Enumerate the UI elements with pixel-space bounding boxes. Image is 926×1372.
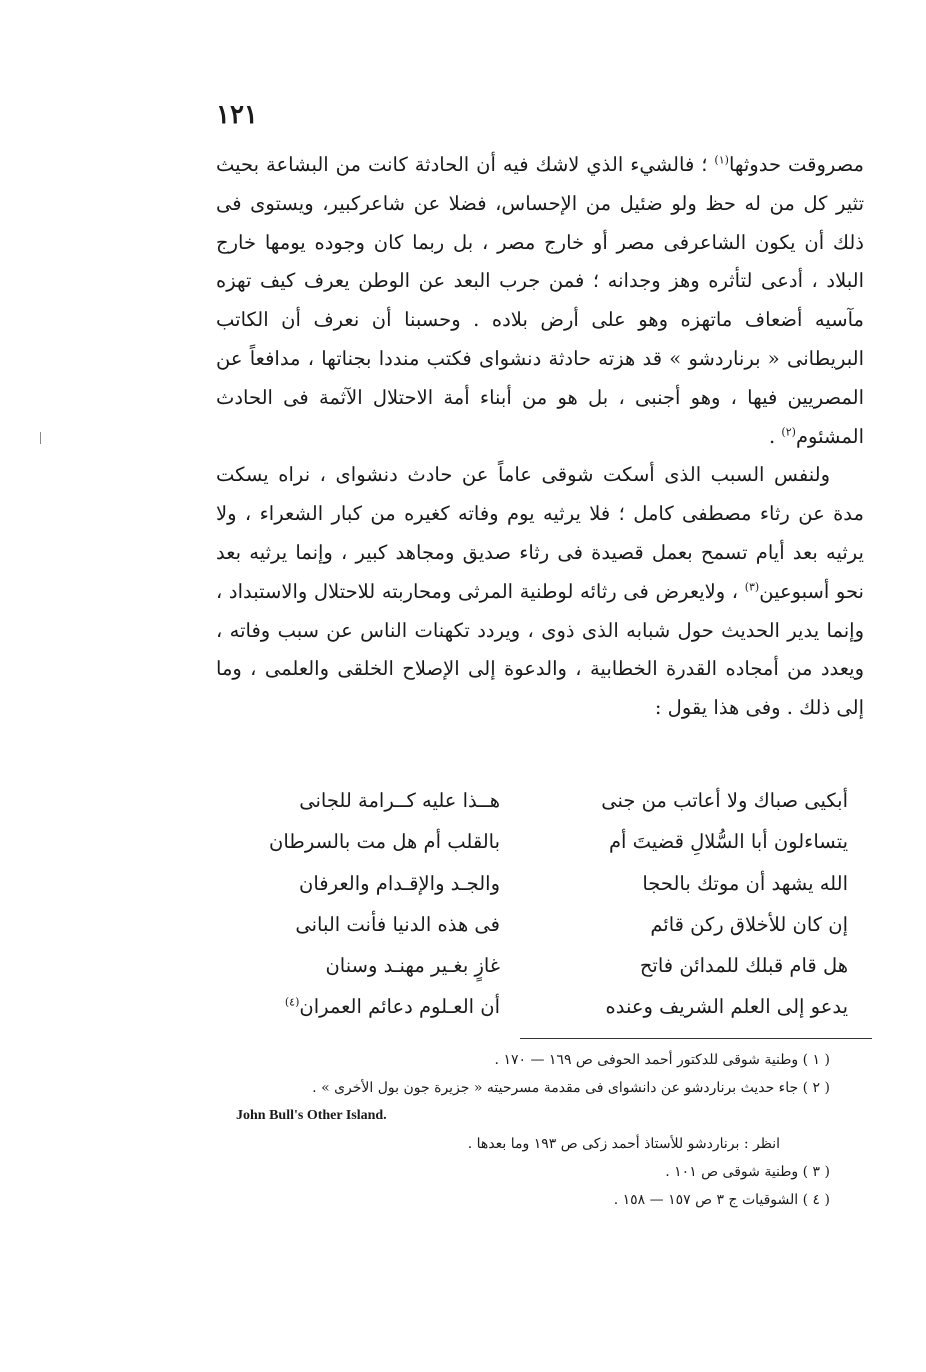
footnote-1: ( ١ ) وطنية شوقى للدكتور أحمد الحوفى ص ١٦٩ — ١٧٠ . — [494, 1052, 830, 1068]
verse-6-second-hemistich-text: أن العـلوم دعائم العمران — [299, 995, 500, 1019]
poem-verse-6 — [248, 986, 848, 1027]
body-text — [216, 146, 864, 728]
footnote-separator — [520, 1038, 872, 1039]
verse-6-second-hemistich — [248, 986, 500, 1027]
verse-1-first-hemistich: أبكيى صباك ولا أعاتب من جنى — [601, 789, 848, 812]
paragraph-1-part-1: مصروقت حدوثها — [728, 153, 864, 176]
poem-verse-2 — [248, 821, 848, 862]
footnote-2: ( ٢ ) جاء حديث برناردشو عن دانشواى فى مقدمة مسرحيته « جزيرة جون بول الأخرى » . — [312, 1080, 830, 1096]
footnote-ref-3: (٣) — [744, 580, 760, 594]
verse-3-second-hemistich: والجـد والإقـدام والعرفان — [299, 871, 500, 895]
verse-5-first-hemistich: هل قام قبلك للمدائن فاتح — [639, 954, 848, 978]
footnote-4: ( ٤ ) الشوقيات ج ٣ ص ١٥٧ — ١٥٨ . — [613, 1192, 830, 1208]
verse-2-second-hemistich: بالقلب أم هل مت بالسرطان — [269, 830, 500, 854]
paragraph-1 — [216, 146, 864, 456]
verse-2-first-hemistich: يتساءلون أبا السُّلالِ قضيتَ أم — [608, 830, 848, 854]
poem-verse-3 — [248, 863, 848, 904]
paragraph-1-part-3: . — [769, 424, 782, 448]
page-number: ١٢١ — [216, 100, 258, 130]
footnote-ref-2: (٢) — [781, 425, 796, 439]
verse-4-second-hemistich: فى هذه الدنيا فأنت البانى — [295, 912, 500, 936]
verse-6-first-hemistich: يدعو إلى العلم الشريف وعنده — [605, 995, 848, 1019]
verse-5-second-hemistich: غازٍ بغـير مهنـد وسنان — [325, 954, 500, 978]
footnotes — [230, 1046, 830, 1214]
scan-edge-mark — [40, 432, 41, 444]
paragraph-2 — [216, 456, 864, 728]
poem-verse-5 — [248, 945, 848, 986]
footnote-ref-4: (٤) — [284, 995, 300, 1009]
paragraph-2-part-1: ولنفس السبب الذى أسكت شوقى عاماً عن حادث دنشواى ، نراه يسكت مدة عن رثاء مصطفى كامل ؛ فلا يرثيه يوم وفاته كغيره من كبار الشعراء ، ولا يرثيه بعد أيام تسمح بعمل قصيدة فى رثاء صديق ومجاهد كبير ، وإنما يرثيه بعد نحو أسبوعين — [216, 463, 864, 603]
footnote-ref-1: (١) — [714, 153, 729, 167]
verse-1-second-hemistich: هــذا عليه كــرامة للجانى — [299, 789, 500, 812]
verse-4-first-hemistich: إن كان للأخلاق ركن قائم — [650, 912, 848, 936]
footnote-3: ( ٣ ) وطنية شوقى ص ١٠١ . — [665, 1164, 830, 1180]
verse-3-first-hemistich: الله يشهد أن موتك بالحجا — [642, 871, 848, 895]
paragraph-2-part-2: ، ولايعرض فى رثائه لوطنية المرثى ومحاربته للاحتلال والاستبداد ، وإنما يدير الحديث حول شبابه الذى ذوى ، ويردد تكهنات الناس عن سبب وفاته ، ويعدد من أمجاده القدرة الخطابية ، والدعوة إلى الإصلاح الخلقى والعلمى ، وما إلى ذلك . وفى هذا يقول : — [216, 579, 864, 720]
poem-verse-1 — [248, 780, 848, 821]
paragraph-1-part-2: ؛ فالشيء الذي لاشك فيه أن الحادثة كانت من البشاعة بحيث تثير كل من له حظ ولو ضئيل من الإحساس، فضلا عن شاعركبير، ويستوى فى ذلك أن يكون الشاعرفى مصر أو خارج مصر ، بل ربما كان وجوده يومها خارج البلاد ، أدعى لتأثره وهز وجدانه ؛ فمن جرب البعد عن الوطن يعرف كيف تهزه مآسيه أضعاف ماتهزه وهو على أرض بلاده . وحسبنا أن نعرف أن الكاتب البريطانى « برناردشو » قد هزته حادثة دنشواى فكتب منددا بجناتها ، مدافعاً عن المصريين فيها ، وهو أجنبى ، بل هو من أبناء أمة الاحتلال الآثمة فى الحادث المشئوم — [216, 153, 864, 448]
poem — [248, 780, 848, 1028]
footnote-2-reference: انظر : برناردشو للأستاذ أحمد زكى ص ١٩٣ وما بعدها . — [467, 1136, 780, 1152]
footnote-2-english-title: John Bull's Other Island. — [236, 1108, 387, 1123]
poem-verse-4 — [248, 904, 848, 945]
